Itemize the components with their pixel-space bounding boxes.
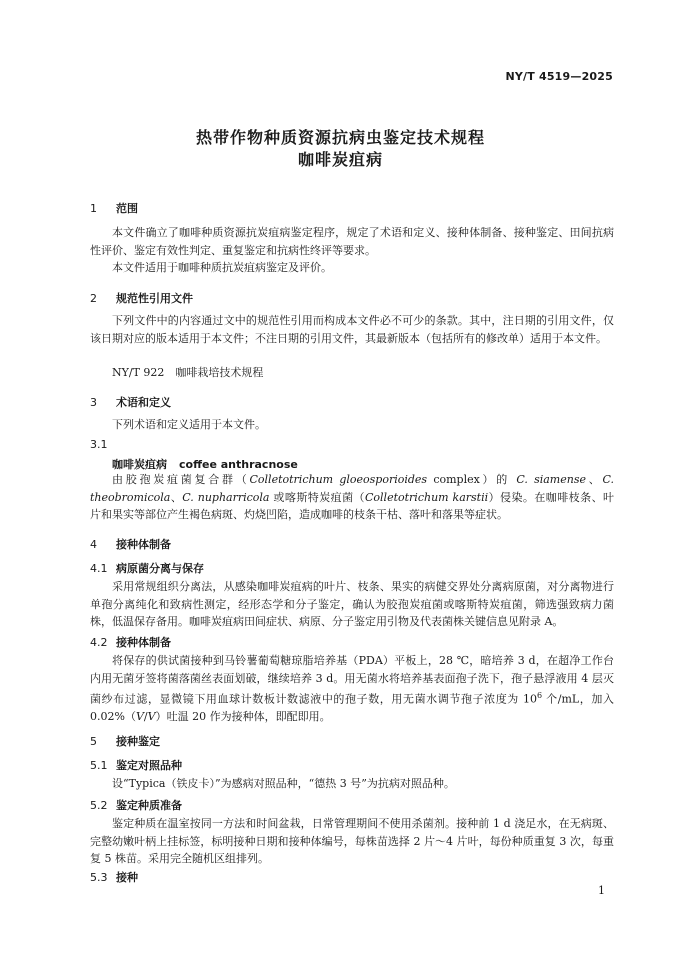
section-1-paragraph-1: 本文件确立了咖啡种质资源抗炭疽病鉴定程序，规定了术语和定义、接种体制备、接种鉴定、田间抗病性评价、鉴定有效性判定、重复鉴定和抗病性终评等要求。 bbox=[90, 226, 614, 257]
term-chinese: 咖啡炭疽病 bbox=[112, 458, 167, 471]
document-title: 热带作物种质资源抗病虫鉴定技术规程 bbox=[195, 128, 485, 147]
definition-text: 由胶孢炭疽菌复合群（ bbox=[112, 473, 250, 486]
species-name: Colletotrichum karstii bbox=[365, 490, 489, 504]
volume-symbol: V bbox=[147, 710, 156, 724]
section-number: 2 bbox=[90, 292, 97, 305]
section-number: 4 bbox=[90, 538, 97, 551]
standard-number: NY/T 4519—2025 bbox=[505, 70, 613, 83]
document-subtitle: 咖啡炭疽病 bbox=[297, 150, 383, 169]
paragraph-text: 将保存的供试菌接种到马铃薯葡萄糖琼脂培养基（PDA）平板上，28 ℃，暗培养 3 d，在超净工作台内用无菌牙签将菌落菌丝表面划破，继续培养 3 d。用无菌水将培养基表面孢子洗下，孢子悬浮液用 4 层灭菌纱布过滤，显微镜下用血球计数板计数滤液中的孢子数，用无菌水调节孢子浓度为 10 bbox=[90, 654, 614, 706]
species-name: Colletotrichum gloeosporioides bbox=[249, 473, 428, 486]
section-5-2-heading bbox=[90, 797, 182, 813]
section-title: 规范性引用文件 bbox=[116, 292, 193, 305]
page-number: 1 bbox=[598, 884, 605, 897]
exponent: 6 bbox=[536, 691, 543, 700]
section-4-2-heading bbox=[90, 634, 171, 650]
subsection-title: 鉴定种质准备 bbox=[116, 799, 182, 812]
section-5-1-paragraph: 设“Typica（铁皮卡）”为感病对照品种，“德热 3 号”为抗病对照品种。 bbox=[112, 777, 455, 790]
section-title: 接种鉴定 bbox=[116, 735, 160, 748]
subsection-number: 5.3 bbox=[90, 871, 108, 884]
subsection-title: 接种体制备 bbox=[116, 636, 171, 649]
paragraph-text: ）吐温 20 作为接种体，即配即用。 bbox=[155, 710, 331, 724]
section-title: 接种体制备 bbox=[116, 538, 171, 551]
section-4-heading bbox=[90, 536, 171, 552]
slash: / bbox=[143, 710, 148, 724]
section-title: 术语和定义 bbox=[116, 396, 171, 409]
subsection-number: 4.1 bbox=[90, 562, 108, 575]
definition-text: 、 bbox=[170, 490, 183, 504]
normative-reference-item: NY/T 922 咖啡栽培技术规程 bbox=[112, 366, 264, 379]
section-5-heading bbox=[90, 733, 160, 749]
subsection-number: 5.2 bbox=[90, 799, 108, 812]
section-3-heading bbox=[90, 394, 171, 410]
section-number: 5 bbox=[90, 735, 97, 748]
section-title: 范围 bbox=[116, 202, 138, 215]
section-3-paragraph-1: 下列术语和定义适用于本文件。 bbox=[112, 418, 266, 431]
subsection-title: 鉴定对照品种 bbox=[116, 759, 182, 772]
term-english: coffee anthracnose bbox=[179, 458, 298, 471]
definition-text: ）侵染。在咖啡枝条、叶片和果实等部位产生褐色病斑、灼烧凹陷，造成咖啡的枝条干枯、落叶和落果等症状。 bbox=[90, 490, 615, 521]
volume-symbol: V bbox=[135, 710, 144, 724]
definition-text: 或喀斯特炭疽菌（ bbox=[269, 490, 365, 504]
section-5-1-heading bbox=[90, 757, 182, 773]
section-5-2-paragraph: 鉴定种质在温室按同一方法和时间盆栽，日常管理期间不使用杀菌剂。接种前 1 d 浇足水，在无病斑、完整幼嫩叶柄上挂标签，标明接种日期和接种体编号，每株苗选择 2 片～4 片叶，每份种质重复 3 次，每重复 5 株苗。采用完全随机区组排列。 bbox=[90, 817, 614, 865]
species-name: C. siamense bbox=[516, 473, 586, 486]
section-1-heading bbox=[90, 200, 138, 216]
definition-text: complex）的 bbox=[427, 473, 517, 486]
term-3-1 bbox=[112, 456, 298, 472]
section-number: 1 bbox=[90, 202, 97, 215]
section-5-3-heading bbox=[90, 869, 138, 885]
section-4-1-heading bbox=[90, 560, 204, 576]
section-1-paragraph-2: 本文件适用于咖啡种质抗炭疽病鉴定及评价。 bbox=[112, 261, 332, 274]
subsection-title: 病原菌分离与保存 bbox=[116, 562, 204, 575]
subsection-title: 接种 bbox=[116, 871, 138, 884]
species-name: C. theobromicola bbox=[90, 473, 615, 504]
section-2-paragraph-1: 下列文件中的内容通过文中的规范性引用而构成本文件必不可少的条款。其中，注日期的引用文件，仅该日期对应的版本适用于本文件；不注日期的引用文件，其最新版本（包括所有的修改单）适用于本文件。 bbox=[90, 314, 614, 345]
species-name: C. nupharricola bbox=[182, 490, 270, 504]
term-3-1-definition bbox=[90, 471, 614, 524]
definition-text: 、 bbox=[585, 473, 603, 486]
section-4-1-paragraph: 采用常规组织分离法，从感染咖啡炭疽病的叶片、枝条、果实的病健交界处分离病原菌，对分离物进行单孢分离纯化和致病性测定，经形态学和分子鉴定，确认为胶孢炭疽菌或喀斯特炭疽菌，筛选强致病力菌株，低温保存备用。咖啡炭疽病田间症状、病原、分子鉴定用引物及代表菌株关键信息见附录 A。 bbox=[90, 580, 614, 628]
subsection-number: 4.2 bbox=[90, 636, 108, 649]
section-4-2-paragraph bbox=[90, 652, 614, 726]
paragraph-text: 个/mL，加入 0.02%（ bbox=[90, 692, 614, 724]
term-3-1-number: 3.1 bbox=[90, 438, 108, 451]
subsection-number: 5.1 bbox=[90, 759, 108, 772]
section-2-heading bbox=[90, 290, 193, 306]
section-number: 3 bbox=[90, 396, 97, 409]
